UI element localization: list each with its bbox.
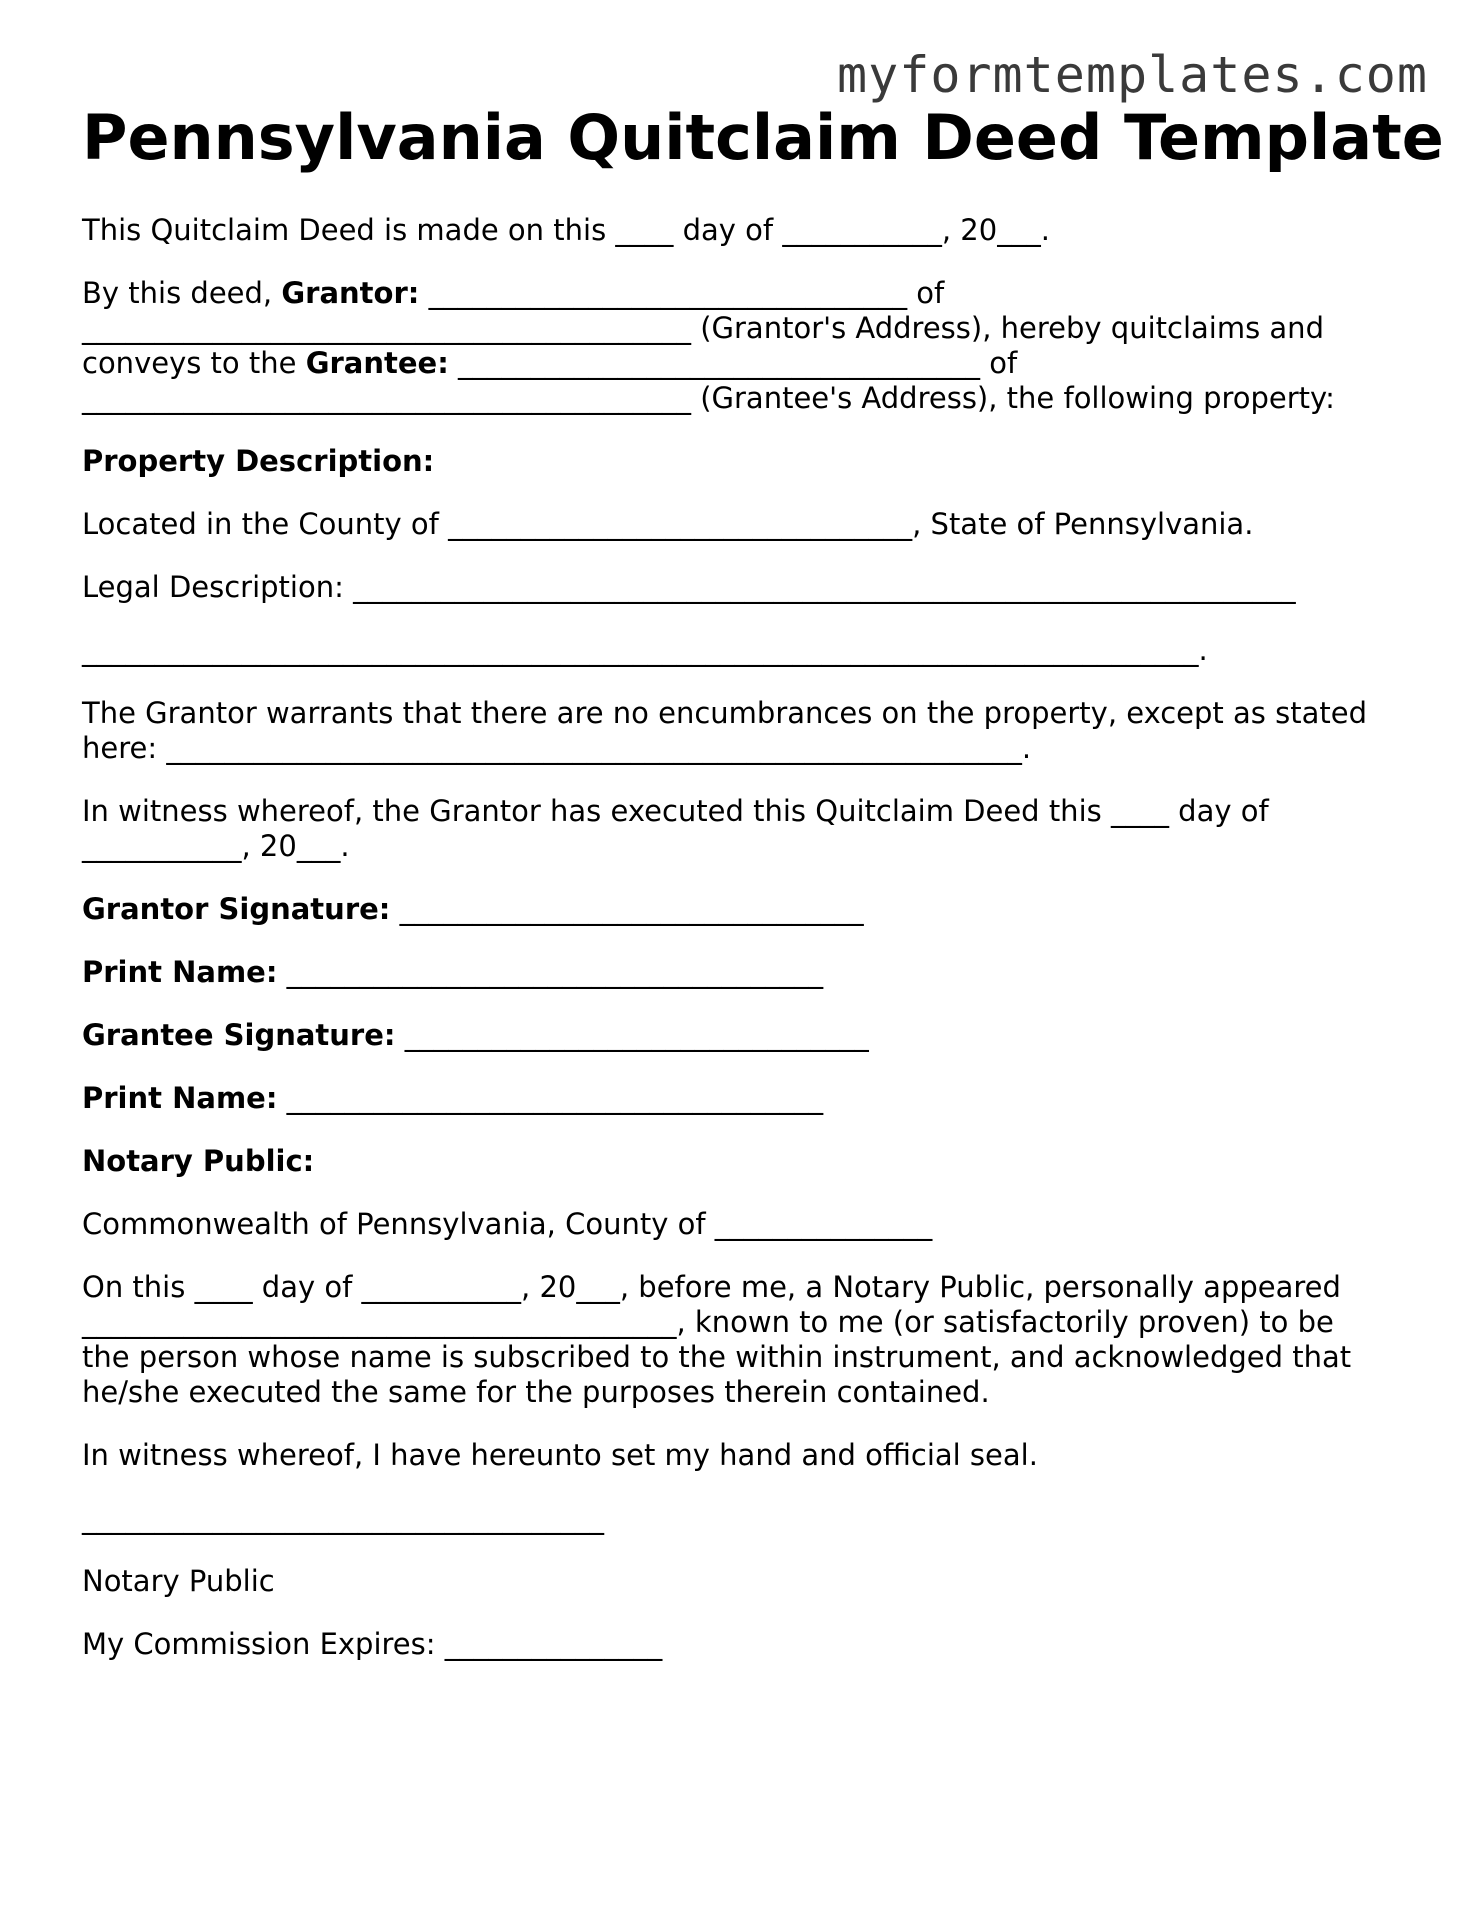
acknowledgment-text: , known to me (or satisfactorily proven) to be — [676, 1305, 1334, 1339]
witness-day-field[interactable]: ____ — [1110, 794, 1169, 828]
notary-signature-line — [82, 1501, 1412, 1536]
grantor-print-name-line — [82, 955, 1412, 990]
grantee-label: Grantee: — [305, 346, 449, 380]
intro-text: . — [1040, 213, 1050, 247]
day-field[interactable]: ____ — [615, 213, 674, 247]
property-heading: Property Description: — [82, 444, 435, 478]
parties-text: By this deed, — [82, 276, 282, 310]
encumbrances-paragraph — [82, 696, 1412, 766]
encumbrances-text: . — [1021, 731, 1032, 765]
notary-heading: Notary Public: — [82, 1144, 315, 1178]
watermark: myformtemplates.com — [837, 46, 1428, 104]
witness-month-field[interactable]: ___________ — [82, 829, 242, 863]
notary-year-field[interactable]: ___ — [576, 1270, 620, 1304]
intro-text: , 20 — [941, 213, 998, 247]
print-name-label: Print Name: — [82, 1081, 278, 1115]
witness-text: day of — [1168, 794, 1269, 828]
encumbrances-field[interactable]: ___________________________________________________________ — [166, 731, 1022, 765]
acknowledgment-text: , before me, a Notary Public, personally appeared — [619, 1270, 1341, 1304]
parties-text: of — [907, 276, 945, 310]
parties-text: (Grantor's Address), hereby quitclaims and — [691, 311, 1324, 345]
commission-expires-field[interactable]: _______________ — [444, 1627, 663, 1661]
acknowledgment-text: day of — [252, 1270, 362, 1304]
acknowledgment-text: the person whose name is subscribed to the within instrument, and acknowledged that — [82, 1340, 1352, 1374]
parties-text: conveys to the — [82, 346, 306, 380]
notary-county-field[interactable]: _______________ — [714, 1207, 933, 1241]
acknowledgment-text: he/she executed the same for the purposes therein contained. — [82, 1375, 990, 1409]
grantor-signature-label: Grantor Signature: — [82, 892, 391, 926]
county-field[interactable]: ________________________________ — [448, 507, 913, 541]
grantor-name-field[interactable]: _________________________________ — [419, 276, 908, 310]
county-text: Located in the County of — [82, 507, 449, 541]
grantee-print-name-line — [82, 1081, 1412, 1116]
witness-year-field[interactable]: ___ — [296, 829, 341, 863]
witness-text: , 20 — [241, 829, 297, 863]
acknowledgment-paragraph — [82, 1270, 1412, 1410]
grantee-signature-line — [82, 1018, 1412, 1053]
intro-text: day of — [673, 213, 783, 247]
legal-description-line-2 — [82, 633, 1412, 668]
parties-paragraph — [82, 276, 1412, 416]
encumbrances-text: The Grantor warrants that there are no encumbrances on the property, except as stated — [82, 696, 1367, 730]
grantee-name-field[interactable]: ____________________________________ — [448, 346, 981, 380]
deed-date-line — [82, 213, 1412, 248]
notary-day-field[interactable]: ____ — [194, 1270, 253, 1304]
witness-paragraph — [82, 794, 1412, 864]
notary-signature-field[interactable]: ____________________________________ — [82, 1501, 604, 1535]
appeared-person-field[interactable]: _________________________________________ — [82, 1305, 677, 1339]
encumbrances-text: here: — [82, 731, 167, 765]
commonwealth-text: Commonwealth of Pennsylvania, County of — [82, 1207, 715, 1241]
county-text: , State of Pennsylvania. — [912, 507, 1254, 541]
commonwealth-line — [82, 1207, 1412, 1242]
intro-text: This Quitclaim Deed is made on this — [82, 213, 616, 247]
parties-text: (Grantee's Address), the following property: — [691, 381, 1335, 415]
document-title: Pennsylvania Quitclaim Deed Template — [82, 101, 1444, 174]
witness-text: In witness whereof, the Grantor has executed this Quitclaim Deed this — [82, 794, 1111, 828]
grantor-label: Grantor: — [281, 276, 420, 310]
legal-label: Legal Description: — [82, 570, 354, 604]
witness-text: . — [340, 829, 350, 863]
commission-expires-label: My Commission Expires: — [82, 1627, 445, 1661]
legal-description-field[interactable]: _________________________________________________________________ — [353, 570, 1296, 604]
acknowledgment-text: , 20 — [521, 1270, 577, 1304]
acknowledgment-text: On this — [82, 1270, 195, 1304]
notary-month-field[interactable]: ___________ — [361, 1270, 522, 1304]
parties-text: of — [980, 346, 1018, 380]
legal-end: . — [1198, 633, 1208, 667]
notary-public-label: Notary Public — [82, 1564, 275, 1598]
year-field[interactable]: ___ — [997, 213, 1041, 247]
legal-description-field-2[interactable]: _____________________________________________________________________________ — [82, 633, 1199, 667]
grantee-address-field[interactable]: __________________________________________ — [82, 381, 691, 415]
document-page — [82, 100, 1444, 1662]
grantor-address-field[interactable]: __________________________________________ — [82, 311, 691, 345]
county-line — [82, 507, 1412, 542]
grantor-signature-field[interactable]: ________________________________ — [390, 892, 864, 926]
grantee-signature-label: Grantee Signature: — [82, 1018, 396, 1052]
grantor-print-name-field[interactable]: _____________________________________ — [277, 955, 824, 989]
grantor-signature-line — [82, 892, 1412, 927]
print-name-label: Print Name: — [82, 955, 278, 989]
commission-expires-line — [82, 1627, 1412, 1662]
legal-description-line — [82, 570, 1412, 605]
month-field[interactable]: ___________ — [782, 213, 942, 247]
grantee-print-name-field[interactable]: _____________________________________ — [277, 1081, 824, 1115]
grantee-signature-field[interactable]: ________________________________ — [395, 1018, 869, 1052]
seal-statement: In witness whereof, I have hereunto set my hand and official seal. — [82, 1438, 1038, 1472]
